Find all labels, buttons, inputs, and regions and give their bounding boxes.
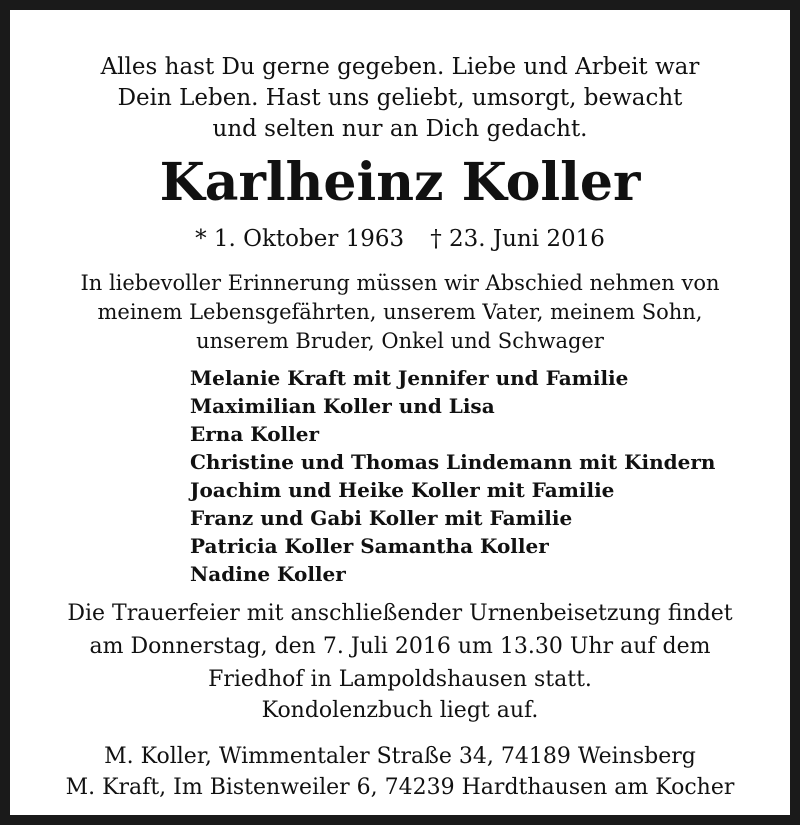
obituary-content <box>20 20 780 805</box>
verse-line: und selten nur an Dich gedacht. <box>212 116 588 142</box>
funeral-details <box>20 597 780 696</box>
funeral-line: Die Trauerfeier mit anschließender Urnenbeisetzung findet <box>67 601 733 626</box>
farewell-text <box>20 269 780 356</box>
address-line: M. Koller, Wimmentaler Straße 34, 74189 Weinsberg <box>104 744 696 769</box>
mourner-entry: Nadine Koller <box>190 562 346 586</box>
contact-addresses <box>20 741 780 803</box>
mourner-entry: Erna Koller <box>190 422 319 446</box>
memorial-verse <box>20 52 780 145</box>
deceased-name: Karlheinz Koller <box>159 152 641 213</box>
mourner-entry: Franz und Gabi Koller mit Familie <box>190 506 573 530</box>
funeral-line: am Donnerstag, den 7. Juli 2016 um 13.30 Uhr auf dem <box>89 634 711 659</box>
farewell-line: unserem Bruder, Onkel und Schwager <box>196 329 604 353</box>
death-date: † 23. Juni 2016 <box>430 226 605 252</box>
birth-date: * 1. Oktober 1963 <box>195 226 405 252</box>
verse-line: Alles hast Du gerne gegeben. Liebe und Arbeit war <box>100 54 700 80</box>
mourner-entry: Joachim und Heike Koller mit Familie <box>190 478 615 502</box>
condolence-note: Kondolenzbuch liegt auf. <box>261 698 539 723</box>
mourner-entry: Melanie Kraft mit Jennifer und Familie <box>190 366 629 390</box>
funeral-line: Friedhof in Lampoldshausen statt. <box>208 667 592 692</box>
verse-line: Dein Leben. Hast uns geliebt, umsorgt, bewacht <box>117 85 683 111</box>
mourner-entry: Maximilian Koller und Lisa <box>190 394 495 418</box>
farewell-line: meinem Lebensgefährten, unserem Vater, meinem Sohn, <box>97 300 703 324</box>
farewell-line: In liebevoller Erinnerung müssen wir Abschied nehmen von <box>80 271 720 295</box>
address-line: M. Kraft, Im Bistenweiler 6, 74239 Hardthausen am Kocher <box>65 775 735 800</box>
life-dates <box>20 224 780 254</box>
mourner-entry: Patricia Koller Samantha Koller <box>190 534 549 558</box>
mourner-entry: Christine und Thomas Lindemann mit Kindern <box>190 450 716 474</box>
mourners-list <box>190 364 715 588</box>
